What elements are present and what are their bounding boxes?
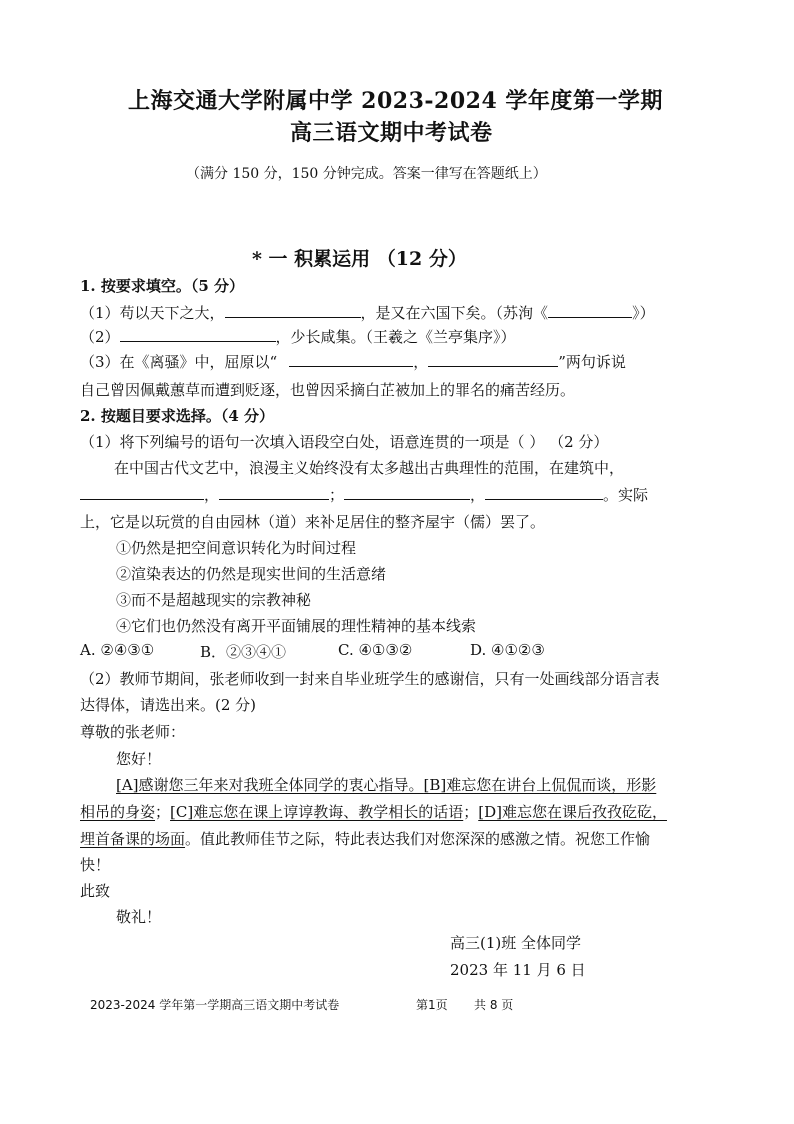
underlined-option-d[interactable]: [D]难忘您在课后孜孜矻矻，: [478, 803, 667, 821]
underlined-option-b[interactable]: [B]难忘您在讲台上侃侃而谈，形影: [423, 776, 657, 794]
separator: ；: [463, 803, 479, 821]
passage-blank[interactable]: [485, 485, 603, 500]
q2-sub2-line2: 达得体，请选出来。(2 分): [80, 696, 257, 714]
q1-item1-text-a: （1）苟以天下之大，: [80, 304, 225, 322]
underlined-option-d-cont[interactable]: 埋首备课的场面: [80, 830, 186, 848]
question-1-title: 1. 按要求填空。（5 分）: [80, 277, 245, 295]
separator: ，: [204, 486, 220, 504]
q1-item3: [80, 351, 626, 372]
letter-date: 2023 年 11 月 6 日: [450, 961, 586, 979]
q1-item1-text-b: ，是又在六国下矣。（苏洵《: [360, 304, 549, 322]
section-title: * 一 积累运用 （12 分）: [252, 248, 467, 270]
passage-blank[interactable]: [219, 485, 329, 500]
q1-item3-line2: 自己曾因佩戴蕙草而遭到贬逐，也曾因采摘白芷被加上的罪名的痛苦经历。: [80, 381, 576, 399]
choice-c[interactable]: C. ④①③②: [338, 641, 413, 659]
separator: ，: [470, 486, 486, 504]
passage-line: 在中国古代文艺中，浪漫主义始终没有太多越出古典理性的范围，在建筑中，: [114, 459, 625, 477]
answer-blank[interactable]: [428, 352, 558, 367]
q1-item1-text-c: 》）: [632, 304, 655, 322]
q1-item3-text-b: ，: [413, 353, 429, 371]
exam-subtitle: 高三语文期中考试卷: [290, 120, 493, 146]
footer-exam-name: 2023-2024 学年第一学期高三语文期中考试卷: [90, 998, 340, 1012]
exam-note: （满分 150 分，150 分钟完成。答案一律写在答题纸上）: [186, 166, 547, 182]
question-2-title: 2. 按题目要求选择。（4 分）: [80, 407, 275, 425]
letter-signature: 高三(1)班 全体同学: [450, 934, 582, 952]
letter-greeting: 您好！: [116, 750, 162, 768]
q2-sub1: （1）将下列编号的语句一次填入语段空白处，语意连贯的一项是（ ） （2 分）: [80, 433, 609, 451]
choice-b[interactable]: B．②③④①: [200, 643, 287, 661]
q1-item2-text-b: ，少长咸集。（王羲之《兰亭集序》）: [275, 328, 516, 346]
q1-item3-text-a: （3）在《离骚》中，屈原以“: [80, 353, 278, 371]
passage-blank[interactable]: [344, 485, 470, 500]
q2-sub2: （2）教师节期间，张老师收到一封来自毕业班学生的感谢信，只有一处画线部分语言表: [80, 670, 660, 688]
separator: ；: [329, 486, 345, 504]
option-item: ②渲染表达的仍然是现实世间的生活意绪: [116, 565, 387, 583]
option-item: ④它们也仍然没有离开平面铺展的理性精神的基本线索: [116, 617, 477, 635]
q1-item1: [80, 302, 655, 323]
letter-salutation: 尊敬的张老师：: [80, 723, 186, 741]
q1-item3-text-c: ”两句诉说: [558, 353, 626, 371]
option-item: ③而不是超越现实的宗教神秘: [116, 591, 312, 609]
letter-line: [80, 801, 667, 822]
footer-total-pages: 共 8 页: [474, 998, 514, 1012]
q1-item2: [80, 326, 516, 347]
letter-closing: 敬礼！: [116, 908, 162, 926]
choice-a[interactable]: A. ②④③①: [80, 641, 155, 659]
passage-blanks-line: [80, 484, 648, 505]
underlined-option-a[interactable]: [A]感谢您三年来对我班全体同学的衷心指导。: [116, 776, 424, 794]
underlined-option-b-cont[interactable]: 相吊的身姿: [80, 803, 156, 821]
passage-line: 上，它是以玩赏的自由园林（道）来补足居住的整齐屋宇（儒）罢了。: [80, 513, 546, 531]
letter-text: 。值此教师佳节之际，特此表达我们对您深深的感激之情。祝您工作愉: [185, 830, 651, 848]
page-title: 上海交通大学附属中学 2023-2024 学年度第一学期: [128, 88, 663, 114]
separator: ；: [155, 803, 171, 821]
option-item: ①仍然是把空间意识转化为时间过程: [116, 539, 357, 557]
answer-blank[interactable]: [548, 303, 632, 318]
passage-blank[interactable]: [80, 485, 204, 500]
q1-item2-text-a: （2）: [80, 328, 120, 346]
answer-blank[interactable]: [225, 303, 361, 318]
underlined-option-c[interactable]: [C]难忘您在课上谆谆教诲、教学相长的话语: [170, 803, 464, 821]
footer-page-number: 第1页: [416, 998, 448, 1012]
answer-blank[interactable]: [120, 327, 276, 342]
letter-line: [116, 774, 656, 795]
choice-d[interactable]: D. ④①②③: [470, 641, 545, 659]
letter-closing: 此致: [80, 882, 111, 900]
letter-line: [80, 828, 650, 849]
letter-line: 快！: [80, 856, 111, 874]
answer-blank[interactable]: [289, 352, 413, 367]
passage-end: 。实际: [603, 486, 649, 504]
